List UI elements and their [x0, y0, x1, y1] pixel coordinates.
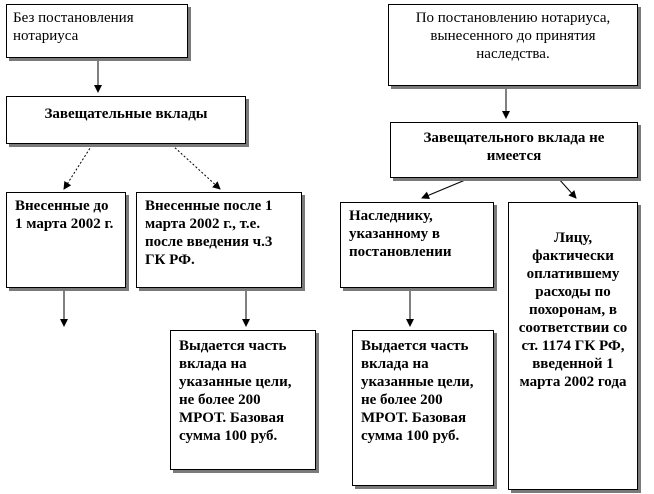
node-after [136, 192, 302, 288]
arrow-no-deposit-to-heir [422, 178, 470, 198]
node-no-deposit [390, 122, 638, 178]
arrow-deposits-to-after [172, 145, 220, 189]
node-heir [340, 202, 494, 288]
node-no-notary-text: Без постановления нотариуса [13, 10, 134, 44]
node-with-notary-text: По постановлению нотариуса, вынесенного до принятия наследства. [415, 10, 611, 62]
node-person [508, 202, 638, 490]
node-person-text: Лицу, фактически оплатившему расходы по похоронам, в соответствии со ст. 1174 ГК РФ, введенной 1 марта 2002 года [518, 230, 628, 390]
node-no-deposit-text: Завещательного вклада не имеется [423, 130, 605, 164]
arrow-no-deposit-to-person [558, 178, 576, 198]
node-part1 [170, 330, 316, 470]
node-before-text: Внесенные до 1 марта 2002 г. [15, 198, 114, 232]
node-after-text: Внесенные после 1 марта 2002 г., т.е. после введения ч.3 ГК РФ. [145, 198, 273, 268]
node-part2 [352, 330, 494, 486]
arrow-deposits-to-before [64, 145, 92, 189]
node-deposits-text: Завещательные вклады [44, 106, 208, 122]
node-deposits [6, 96, 246, 144]
node-before [6, 192, 126, 288]
node-heir-text: Наследнику, указанному в постановлении [349, 208, 452, 260]
node-part2-text: Выдается часть вклада на указанные цели, не более 200 МРОТ. Базовая сумма 100 руб. [361, 338, 474, 444]
node-part1-text: Выдается часть вклада на указанные цели, не более 200 МРОТ. Базовая сумма 100 руб. [179, 338, 292, 444]
node-no-notary [6, 4, 188, 58]
node-with-notary [388, 4, 638, 86]
